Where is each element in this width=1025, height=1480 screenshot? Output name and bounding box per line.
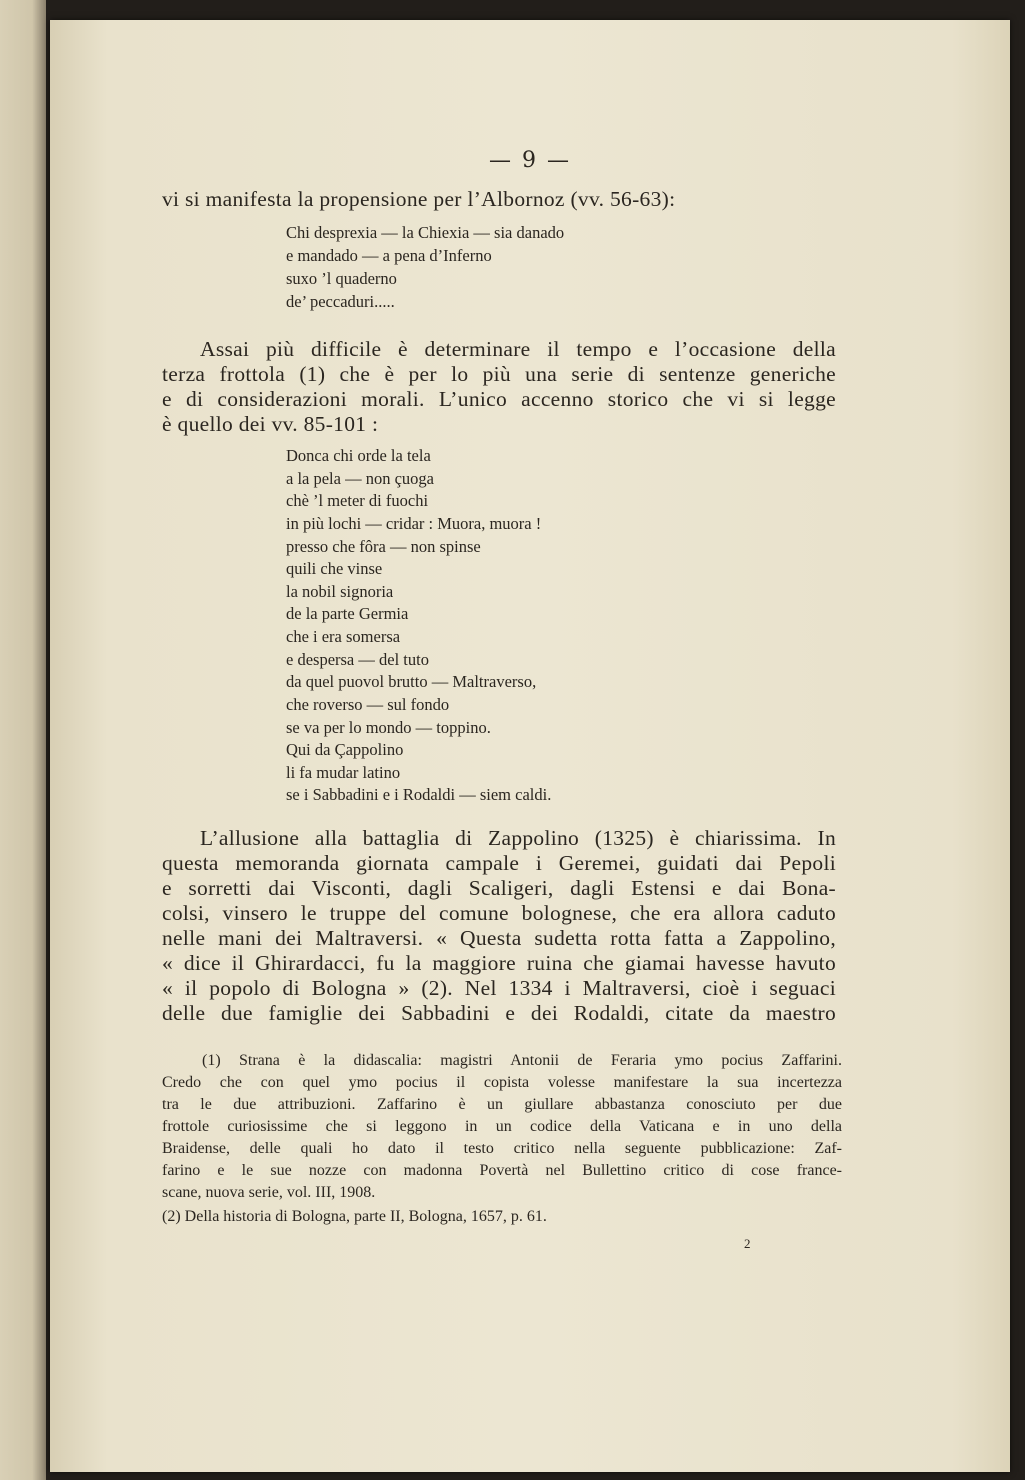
verse-line: de la parte Germia <box>286 604 409 623</box>
paragraph-line: terza frottola (1) che è per lo più una serie di sentenze generiche <box>162 362 836 386</box>
verse-line: quili che vinse <box>286 559 383 578</box>
footnote-line: farino e le sue nozze con madonna Povertà nel Bullettino critico di cose france- <box>162 1162 842 1179</box>
verse-line: se i Sabbadini e i Rodaldi — siem caldi. <box>286 785 552 804</box>
footnote-line: Braidense, delle quali ho dato il testo critico nella seguente pubblicazione: Zaf- <box>162 1140 842 1157</box>
footnote-line: tra le due attribuzioni. Zaffarino è un giullare abbastanza conosciuto per due <box>162 1096 842 1113</box>
intro-line: vi si manifesta la propensione per l’Albornoz (vv. 56-63): <box>162 187 676 211</box>
footnote-line: frottole curiosissime che si leggono in un codice della Vaticana e in uno della <box>162 1118 842 1135</box>
footnote-line: (2) Della historia di Bologna, parte II, Bologna, 1657, p. 61. <box>162 1208 547 1225</box>
verse-line: la nobil signoria <box>286 582 394 601</box>
facing-page-edge <box>0 0 46 1480</box>
verse-line: suxo ’l quaderno <box>286 269 397 288</box>
paragraph-line: « dice il Ghirardacci, fu la maggiore ruina che giamai havesse havuto <box>162 951 836 975</box>
paragraph-line: nelle mani dei Maltraversi. « Questa sudetta rotta fatta a Zappolino, <box>162 926 836 950</box>
paragraph-line: è quello dei vv. 85-101 : <box>162 412 379 436</box>
footnote-line: Credo che con quel ymo pocius il copista volesse manifestare la sua incertezza <box>162 1074 842 1091</box>
paragraph-line: Assai più difficile è determinare il tempo e l’occasione della <box>200 337 836 361</box>
verse-line: a la pela — non çuoga <box>286 469 434 488</box>
printer-signature: 2 <box>744 1236 751 1251</box>
verse-line: da quel puovol brutto — Maltraverso, <box>286 672 537 691</box>
verse-line: che roverso — sul fondo <box>286 695 450 714</box>
verse-line: chè ’l meter di fuochi <box>286 491 429 510</box>
paragraph-line: delle due famiglie dei Sabbadini e dei Rodaldi, citate da maestro <box>162 1001 836 1025</box>
verse-line: che i era somersa <box>286 627 401 646</box>
verse-line: Qui da Çappolino <box>286 740 404 759</box>
verse-line: in più lochi — cridar : Muora, muora ! <box>286 514 542 533</box>
verse-line: presso che fôra — non spinse <box>286 537 481 556</box>
footnote-line: (1) Strana è la didascalia: magistri Antonii de Feraria ymo pocius Zaffarini. <box>202 1052 842 1069</box>
paragraph-line: e sorretti dai Visconti, dagli Scaligeri, dagli Estensi e dai Bona- <box>162 876 836 900</box>
verse-line: Chi desprexia — la Chiexia — sia danado <box>286 223 565 242</box>
verse-line: e mandado — a pena d’Inferno <box>286 246 492 265</box>
paragraph-line: colsi, vinsero le truppe del comune bolognese, che era allora caduto <box>162 901 836 925</box>
paragraph-line: « il popolo di Bologna » (2). Nel 1334 i Maltraversi, cioè i seguaci <box>162 976 836 1000</box>
verse-line: li fa mudar latino <box>286 763 401 782</box>
page-number: — 9 — <box>489 148 571 173</box>
verse-line: Donca chi orde la tela <box>286 446 431 465</box>
paragraph-line: questa memoranda giornata campale i Geremei, guidati dai Pepoli <box>162 851 836 875</box>
paragraph-line: L’allusione alla battaglia di Zappolino (1325) è chiarissima. In <box>200 826 836 850</box>
verse-line: de’ peccaduri..... <box>286 292 395 311</box>
paragraph-line: e di considerazioni morali. L’unico accenno storico che vi si legge <box>162 387 836 411</box>
verse-line: se va per lo mondo — toppino. <box>286 718 491 737</box>
book-page <box>50 20 1010 1472</box>
verse-line: e despersa — del tuto <box>286 650 429 669</box>
footnote-line: scane, nuova serie, vol. III, 1908. <box>162 1184 376 1201</box>
